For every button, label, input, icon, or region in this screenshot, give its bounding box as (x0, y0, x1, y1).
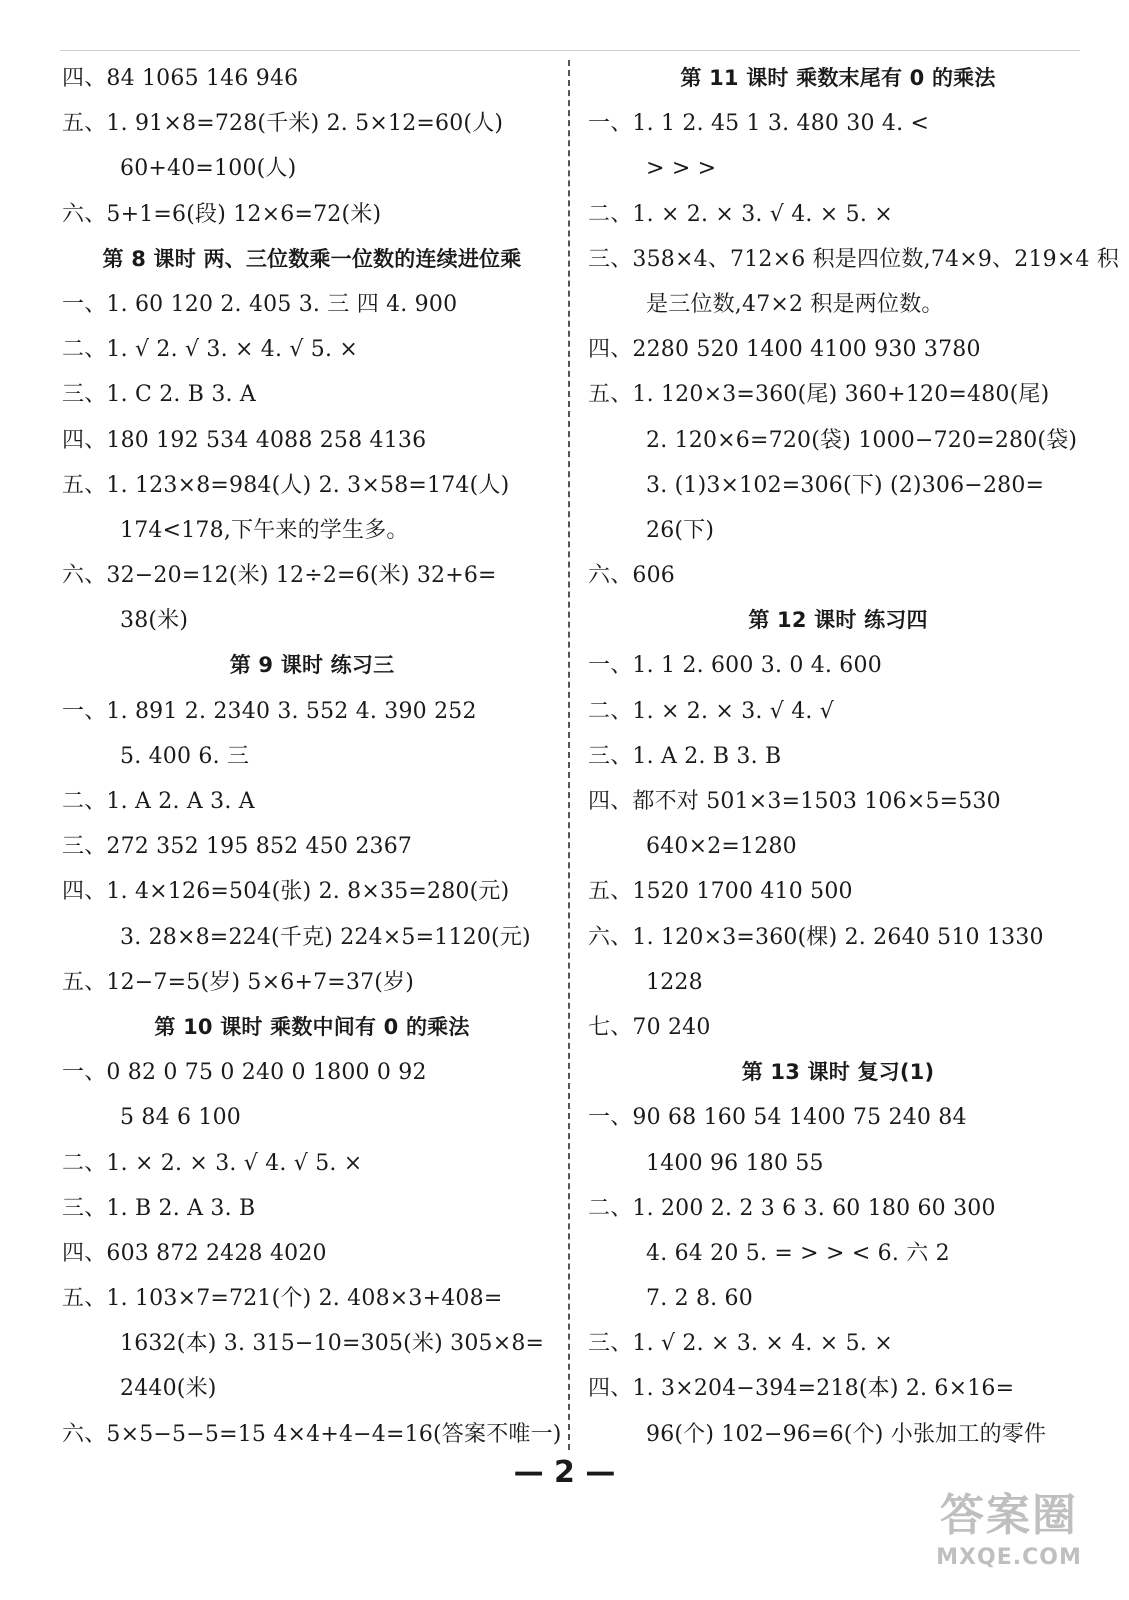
top-rule (60, 50, 1080, 51)
answer-line: 七、70 240 (588, 1014, 711, 1040)
answer-line: 四、1. 3×204−394=218(本) 2. 6×16= (588, 1376, 1015, 1402)
answer-line: > > > (646, 156, 717, 182)
answer-line: 2. 120×6=720(袋) 1000−720=280(袋) (646, 427, 1078, 453)
answer-line: 四、603 872 2428 4020 (62, 1240, 327, 1266)
answer-line: 四、180 192 534 4088 258 4136 (62, 427, 427, 453)
answer-line: 六、32−20=12(米) 12÷2=6(米) 32+6= (62, 563, 497, 589)
watermark-logo (909, 1488, 1109, 1588)
answer-line: 5 84 6 100 (120, 1105, 241, 1131)
answer-line: 38(米) (120, 608, 189, 634)
answer-line: 3. (1)3×102=306(下) (2)306−280= (646, 472, 1045, 498)
answer-line: 六、5+1=6(段) 12×6=72(米) (62, 201, 382, 227)
answer-line: 一、1. 891 2. 2340 3. 552 4. 390 252 (62, 698, 477, 724)
answer-line: 五、1. 120×3=360(尾) 360+120=480(尾) (588, 382, 1050, 408)
answer-line: 四、1. 4×126=504(张) 2. 8×35=280(元) (62, 879, 510, 905)
answer-line: 一、0 82 0 75 0 240 0 1800 0 92 (62, 1060, 427, 1086)
answer-line: 二、1. × 2. × 3. √ 4. √ 5. × (62, 1150, 363, 1176)
answer-line: 三、1. C 2. B 3. A (62, 382, 257, 408)
answer-line: 4. 64 20 5. = > > < 6. 六 2 (646, 1240, 950, 1266)
lesson-heading: 第 12 课时 练习四 (748, 608, 928, 633)
answer-line: 二、1. √ 2. √ 3. × 4. √ 5. × (62, 337, 359, 363)
answer-line: 二、1. 200 2. 2 3 6 3. 60 180 60 300 (588, 1195, 996, 1221)
watermark-title: 答案圈 (940, 1490, 1078, 1541)
answer-line: 四、2280 520 1400 4100 930 3780 (588, 337, 981, 363)
answer-line: 5. 400 6. 三 (120, 743, 250, 769)
lesson-heading: 第 10 课时 乘数中间有 0 的乘法 (154, 1014, 470, 1039)
answer-line: 三、272 352 195 852 450 2367 (62, 834, 413, 860)
answer-line: 26(下) (646, 517, 715, 543)
answer-line: 一、1. 60 120 2. 405 3. 三 四 4. 900 (62, 291, 458, 317)
answer-line: 1632(本) 3. 315−10=305(米) 305×8= (120, 1331, 545, 1357)
answer-line: 7. 2 8. 60 (646, 1286, 753, 1312)
lesson-heading: 第 11 课时 乘数末尾有 0 的乘法 (680, 66, 996, 90)
answer-line: 三、1. √ 2. × 3. × 4. × 5. × (588, 1331, 893, 1357)
answer-line: 1228 (646, 969, 703, 995)
answer-line: 2440(米) (120, 1376, 217, 1402)
answer-line: 是三位数,47×2 积是两位数。 (646, 291, 944, 317)
page-number: — 2 — (513, 1455, 616, 1490)
answer-line: 三、1. B 2. A 3. B (62, 1195, 256, 1221)
lesson-heading: 第 13 课时 复习(1) (741, 1060, 935, 1085)
answer-line: 一、90 68 160 54 1400 75 240 84 (588, 1105, 967, 1131)
answer-line: 96(个) 102−96=6(个) 小张加工的零件 (646, 1421, 1047, 1447)
answer-line: 174<178,下午来的学生多。 (120, 517, 409, 543)
answer-line: 五、1. 91×8=728(千米) 2. 5×12=60(人) (62, 111, 504, 137)
answer-line: 五、1. 103×7=721(个) 2. 408×3+408= (62, 1286, 503, 1312)
answer-line: 一、1. 1 2. 600 3. 0 4. 600 (588, 653, 882, 679)
lesson-heading: 第 9 课时 练习三 (229, 653, 395, 678)
answer-line: 一、1. 1 2. 45 1 3. 480 30 4. < (588, 111, 930, 137)
answer-line: 60+40=100(人) (120, 156, 297, 182)
answer-line: 1400 96 180 55 (646, 1150, 824, 1176)
answer-line: 五、1. 123×8=984(人) 2. 3×58=174(人) (62, 472, 510, 498)
answer-line: 五、12−7=5(岁) 5×6+7=37(岁) (62, 969, 415, 995)
answer-line: 六、1. 120×3=360(棵) 2. 2640 510 1330 (588, 924, 1044, 950)
answer-line: 二、1. × 2. × 3. √ 4. √ (588, 698, 835, 724)
answer-line: 640×2=1280 (646, 834, 797, 860)
answer-line: 3. 28×8=224(千克) 224×5=1120(元) (120, 924, 531, 950)
watermark-subtitle: MXQE.COM (936, 1545, 1082, 1570)
answer-line: 四、84 1065 146 946 (62, 66, 299, 91)
answer-line: 五、1520 1700 410 500 (588, 879, 853, 905)
answer-line: 六、606 (588, 563, 675, 589)
right-column (588, 56, 1120, 1457)
answer-line: 二、1. A 2. A 3. A (62, 789, 255, 814)
answer-line: 六、5×5−5−5=15 4×4+4−4=16(答案不唯一) (62, 1421, 562, 1447)
answer-line: 四、都不对 501×3=1503 106×5=530 (588, 789, 1001, 814)
answer-line: 二、1. × 2. × 3. √ 4. × 5. × (588, 201, 893, 227)
lesson-heading: 第 8 课时 两、三位数乘一位数的连续进位乘 (102, 246, 522, 271)
answer-line: 三、358×4、712×6 积是四位数,74×9、219×4 积 (588, 246, 1120, 272)
answer-line: 三、1. A 2. B 3. B (588, 743, 782, 769)
column-divider (568, 60, 570, 1450)
left-column (62, 56, 562, 1457)
